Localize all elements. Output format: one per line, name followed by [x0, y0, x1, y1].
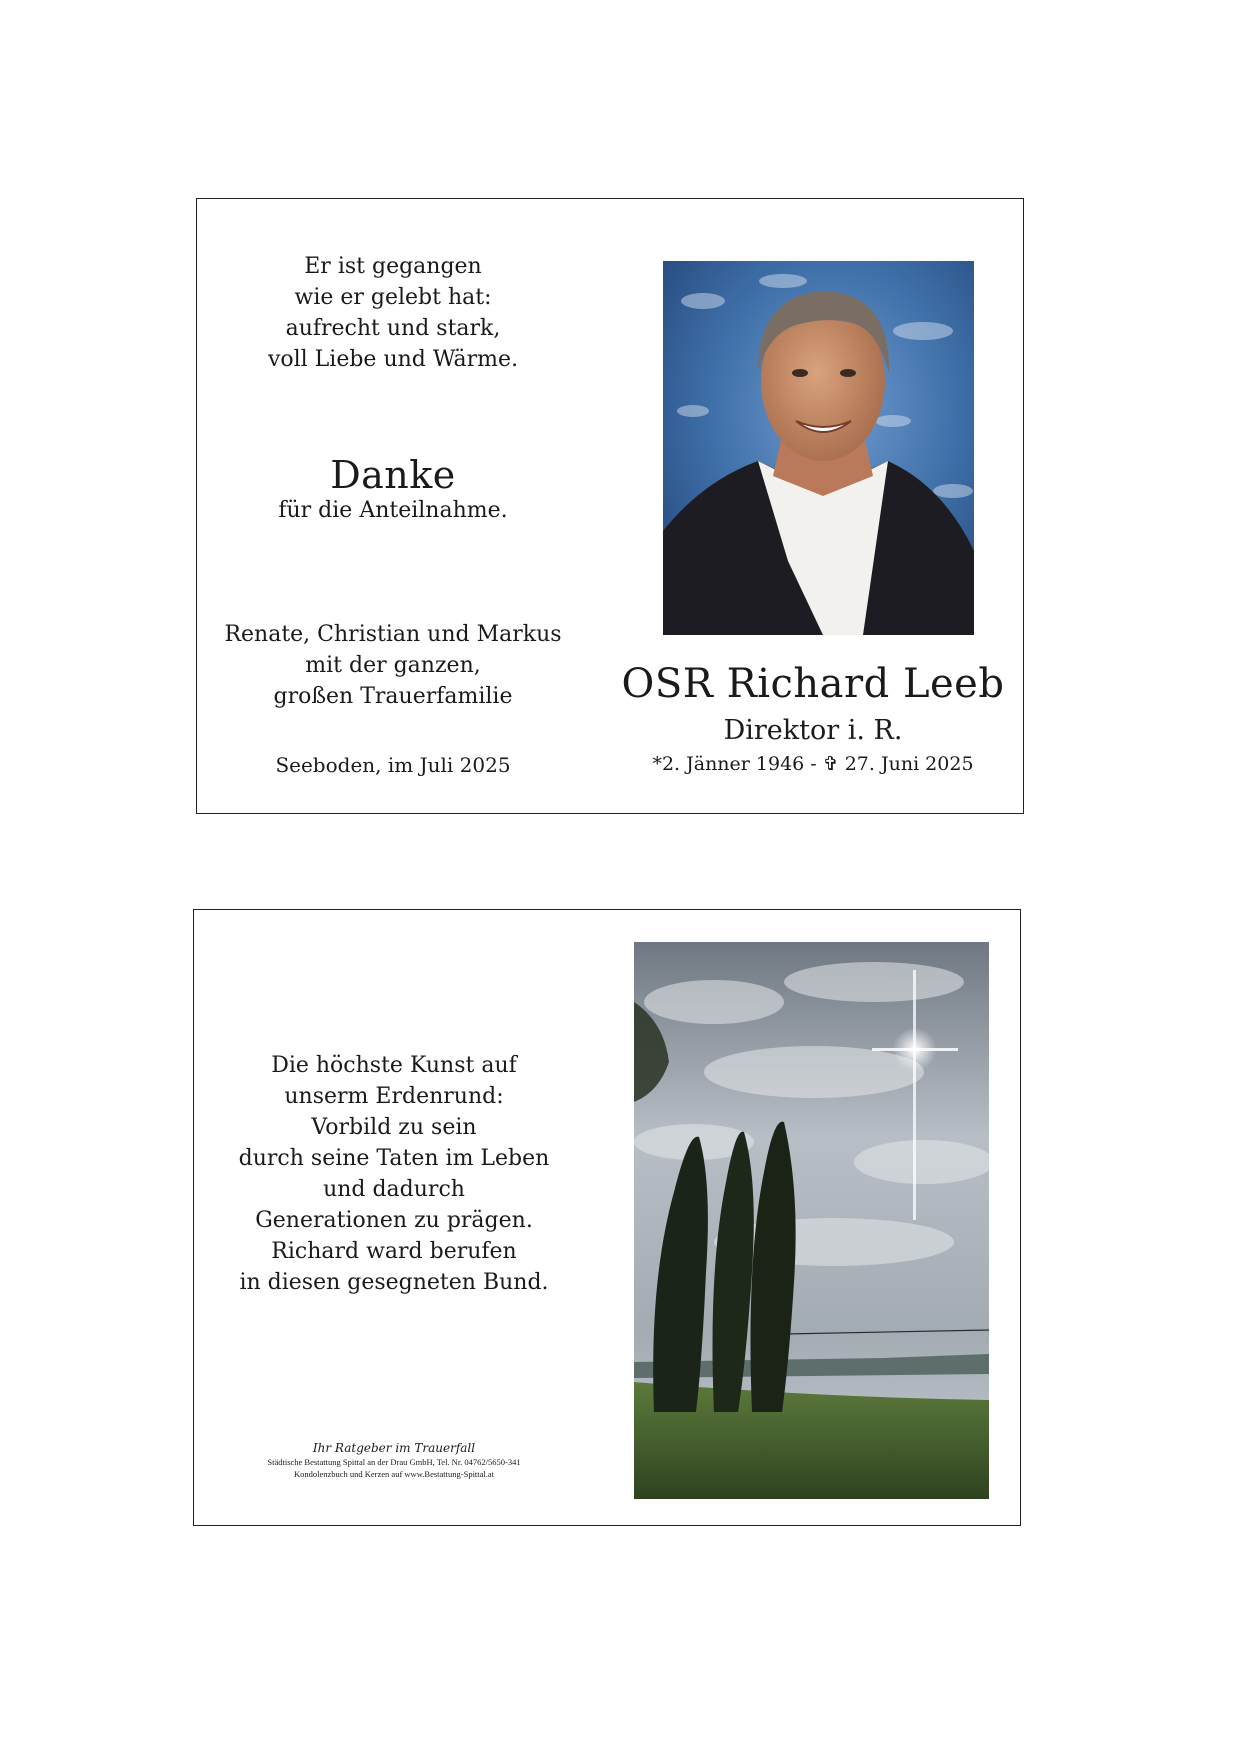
tribute-verse	[214, 1050, 574, 1298]
thank-you-card-back	[193, 909, 1021, 1526]
verse-line: und dadurch	[323, 1177, 465, 1202]
verse-line: Er ist gegangen	[304, 254, 482, 279]
portrait-photo	[663, 261, 974, 635]
verse-line: Richard ward berufen	[271, 1239, 517, 1264]
memorial-verse	[233, 251, 553, 375]
verse-line: voll Liebe und Wärme.	[267, 347, 519, 372]
footer-contact: Städtische Bestattung Spittal an der Drau GmbH, Tel. Nr. 04762/5650-341	[267, 1457, 521, 1467]
footer-website: Kondolenzbuch und Kerzen auf www.Bestattung-Spittal.at	[293, 1469, 495, 1479]
verse-line: durch seine Taten im Leben	[238, 1146, 550, 1171]
verse-line: unserm Erdenrund:	[284, 1084, 504, 1109]
verse-line: Die höchste Kunst auf	[271, 1053, 517, 1078]
deceased-name: OSR Richard Leeb	[621, 661, 1005, 707]
family-line: großen Trauerfamilie	[273, 684, 513, 709]
funeral-home-footer	[234, 1440, 554, 1480]
verse-line: Vorbild zu sein	[311, 1115, 477, 1140]
family-line: mit der ganzen,	[305, 653, 481, 678]
thanks-heading: Danke	[330, 453, 456, 497]
verse-line: aufrecht und stark,	[285, 316, 501, 341]
thanks-subline: für die Anteilnahme.	[278, 498, 508, 523]
thank-you-card-front	[196, 198, 1024, 814]
deceased-title: Direktor i. R.	[723, 715, 903, 746]
family-signature	[213, 619, 573, 712]
verse-line: wie er gelebt hat:	[294, 285, 492, 310]
landscape-photo	[634, 942, 989, 1499]
verse-line: in diesen gesegneten Bund.	[239, 1270, 549, 1295]
family-line: Renate, Christian und Markus	[224, 622, 562, 647]
place-and-date: Seeboden, im Juli 2025	[275, 753, 511, 777]
life-dates: *2. Jänner 1946 - ✞ 27. Juni 2025	[652, 753, 974, 775]
verse-line: Generationen zu prägen.	[255, 1208, 533, 1233]
footer-tagline: Ihr Ratgeber im Trauerfall	[312, 1441, 476, 1455]
